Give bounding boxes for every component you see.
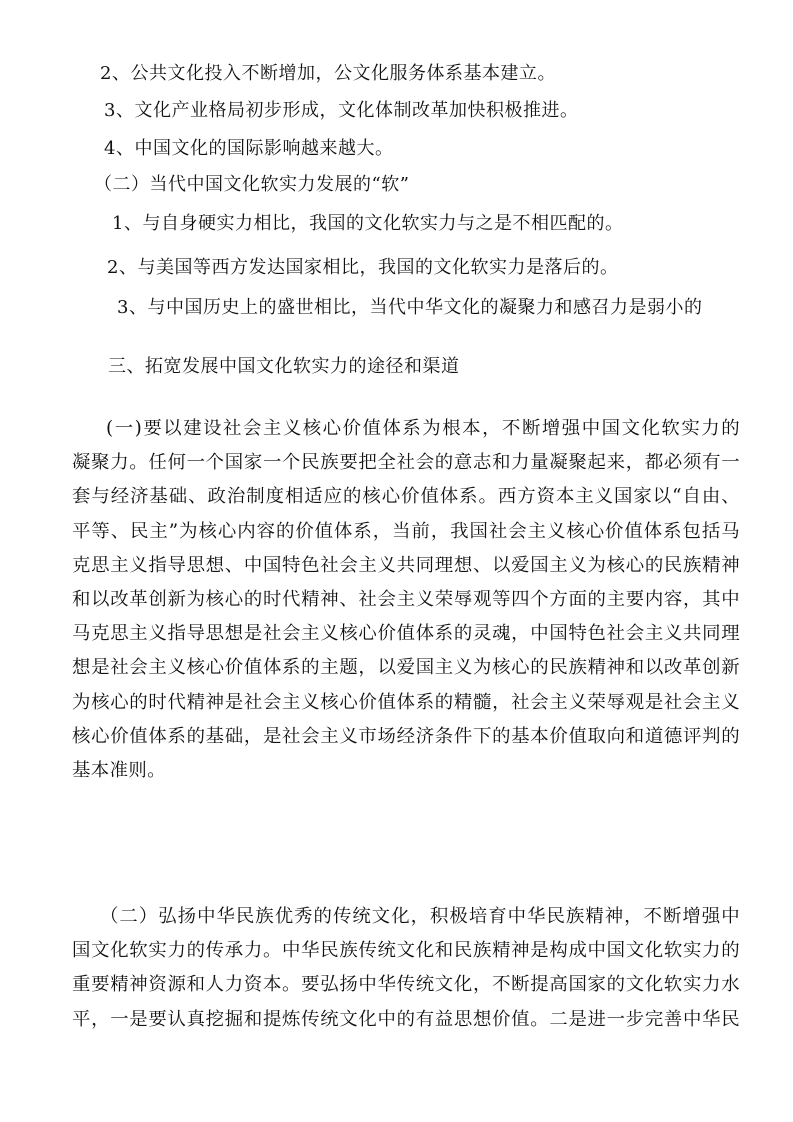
subsection-heading: （二）当代中国文化软实力发展的“软”: [94, 174, 410, 195]
list-item-1b: 1、与自身硬实力相比，我国的文化软实力与之是不相匹配的。: [112, 213, 624, 234]
paragraph-line: 平，一是要认真挖掘和提炼传统文化中的有益思想价值。二是进一步完善中华民: [72, 1008, 740, 1030]
list-item-2: 2、公共文化投入不断增加，公文化服务体系基本建立。: [100, 63, 556, 84]
paragraph-line: 克思主义指导思想、中国特色社会主义共同理想、以爱国主义为核心的民族精神: [72, 554, 740, 576]
list-item-3b: 3、与中国历史上的盛世相比，当代中华文化的凝聚力和感召力是弱小的: [117, 297, 703, 318]
list-item-4: 4、中国文化的国际影响越来越大。: [104, 138, 394, 159]
paragraph-line: （二）弘扬中华民族优秀的传统文化，积极培育中华民族精神，不断增强中: [100, 906, 740, 927]
paragraph-2: [72, 905, 740, 1042]
list-item-2b: 2、与美国等西方发达国家相比，我国的文化软实力是落后的。: [107, 257, 619, 278]
paragraph-line: 套与经济基础、政治制度相适应的核心价值体系。西方资本主义国家以“自由、: [72, 486, 740, 508]
paragraph-line: (一)要以建设社会主义核心价值体系为根本，不断增强中国文化软实力的: [106, 418, 740, 439]
section-heading: 三、拓宽发展中国文化软实力的途径和渠道: [108, 356, 460, 377]
paragraph-line: 国文化软实力的传承力。中华民族传统文化和民族精神是构成中国文化软实力的: [72, 940, 740, 962]
paragraph-line: 重要精神资源和人力资本。要弘扬中华传统文化，不断提高国家的文化软实力水: [72, 974, 740, 996]
paragraph-line: 和以改革创新为核心的时代精神、社会主义荣辱观等四个方面的主要内容，其中: [72, 588, 740, 610]
paragraph-line: 想是社会主义核心价值体系的主题，以爱国主义为核心的民族精神和以改革创新: [72, 657, 740, 679]
paragraph-1: [72, 417, 740, 793]
paragraph-line: 基本准则。: [72, 759, 166, 781]
list-item-3: 3、文化产业格局初步形成，文化体制改革加快积极推进。: [104, 100, 579, 121]
paragraph-line: 马克思主义指导思想是社会主义核心价值体系的灵魂，中国特色社会主义共同理: [72, 623, 740, 645]
paragraph-line: 平等、民主”为核心内容的价值体系，当前，我国社会主义核心价值体系包括马: [72, 520, 740, 542]
paragraph-line: 核心价值体系的基础，是社会主义市场经济条件下的基本价值取向和道德评判的: [72, 725, 740, 747]
paragraph-line: 凝聚力。任何一个国家一个民族要把全社会的意志和力量凝聚起来，都必须有一: [72, 452, 740, 474]
paragraph-line: 为核心的时代精神是社会主义核心价值体系的精髓，社会主义荣辱观是社会主义: [72, 691, 740, 713]
